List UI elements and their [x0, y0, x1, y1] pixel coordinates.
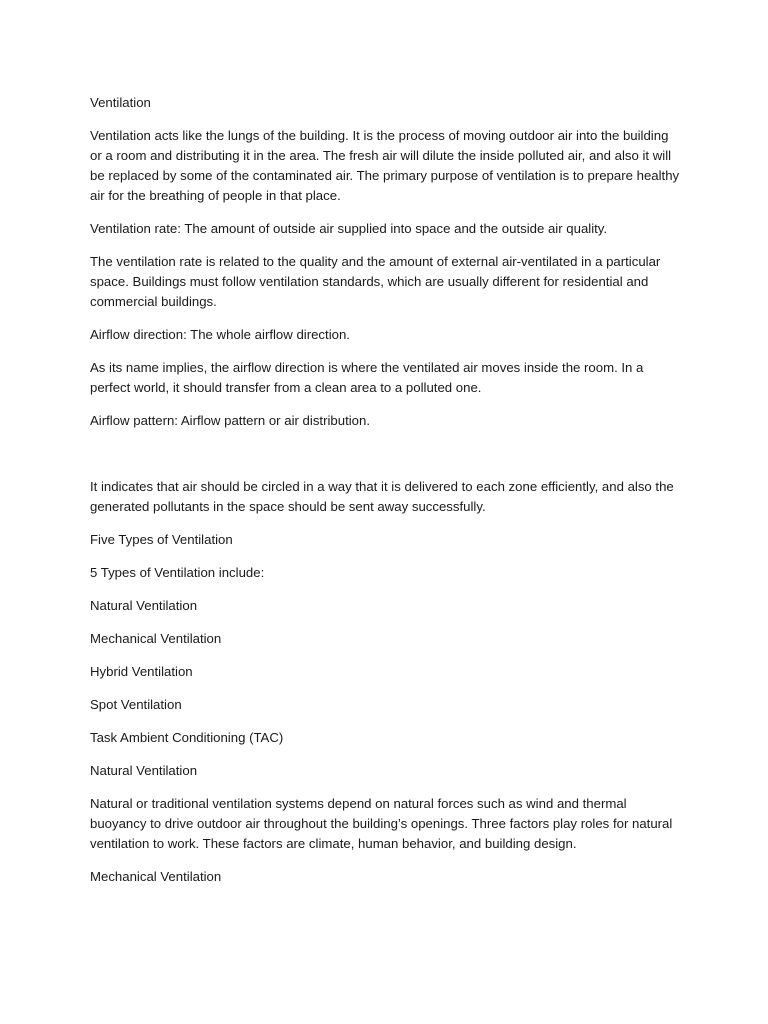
paragraph-airflow-pattern-heading: Airflow pattern: Airflow pattern or air distribution.: [90, 413, 370, 428]
paragraph-ventilation-rate-body: The ventilation rate is related to the quality and the amount of external air-ventilated in a particular space. Buildings must follow ventilation standards, which are usually different for residential and commercial buildings.: [90, 254, 661, 309]
paragraph-natural-ventilation-body: Natural or traditional ventilation systems depend on natural forces such as wind and thermal buoyancy to drive outdoor air throughout the building’s openings. Three factors play roles for natural ventilation to work. These factors are climate, human behavior, and building design.: [90, 796, 673, 851]
paragraph-types-heading: Five Types of Ventilation: [90, 532, 233, 547]
paragraph-mechanical-ventilation-heading: Mechanical Ventilation: [90, 869, 222, 884]
paragraph-airflow-pattern-body: It indicates that air should be circled in a way that it is delivered to each zone efficiently, and also the generated pollutants in the space should be sent away successfully.: [90, 479, 674, 514]
document-body: [90, 93, 680, 900]
paragraph-intro: Ventilation acts like the lungs of the building. It is the process of moving outdoor air into the building or a room and distributing it in the area. The fresh air will dilute the inside polluted air, and also it will be replaced by some of the contaminated air. The primary purpose of ventilation is to prepare healthy air for the breathing of people in that place.: [90, 128, 680, 203]
paragraph-ventilation-rate-heading: Ventilation rate: The amount of outside air supplied into space and the outside air quality.: [90, 221, 608, 236]
list-item: Task Ambient Conditioning (TAC): [90, 730, 284, 745]
paragraph-natural-ventilation-heading: Natural Ventilation: [90, 763, 198, 778]
paragraph-types-intro: 5 Types of Ventilation include:: [90, 565, 265, 580]
list-item: Mechanical Ventilation: [90, 631, 222, 646]
paragraph-airflow-direction-heading: Airflow direction: The whole airflow direction.: [90, 327, 350, 342]
document-title: Ventilation: [90, 95, 151, 110]
paragraph-airflow-direction-body: As its name implies, the airflow direction is where the ventilated air moves inside the room. In a perfect world, it should transfer from a clean area to a polluted one.: [90, 360, 644, 395]
list-item: Natural Ventilation: [90, 598, 198, 613]
list-item: Hybrid Ventilation: [90, 664, 193, 679]
list-item: Spot Ventilation: [90, 697, 182, 712]
